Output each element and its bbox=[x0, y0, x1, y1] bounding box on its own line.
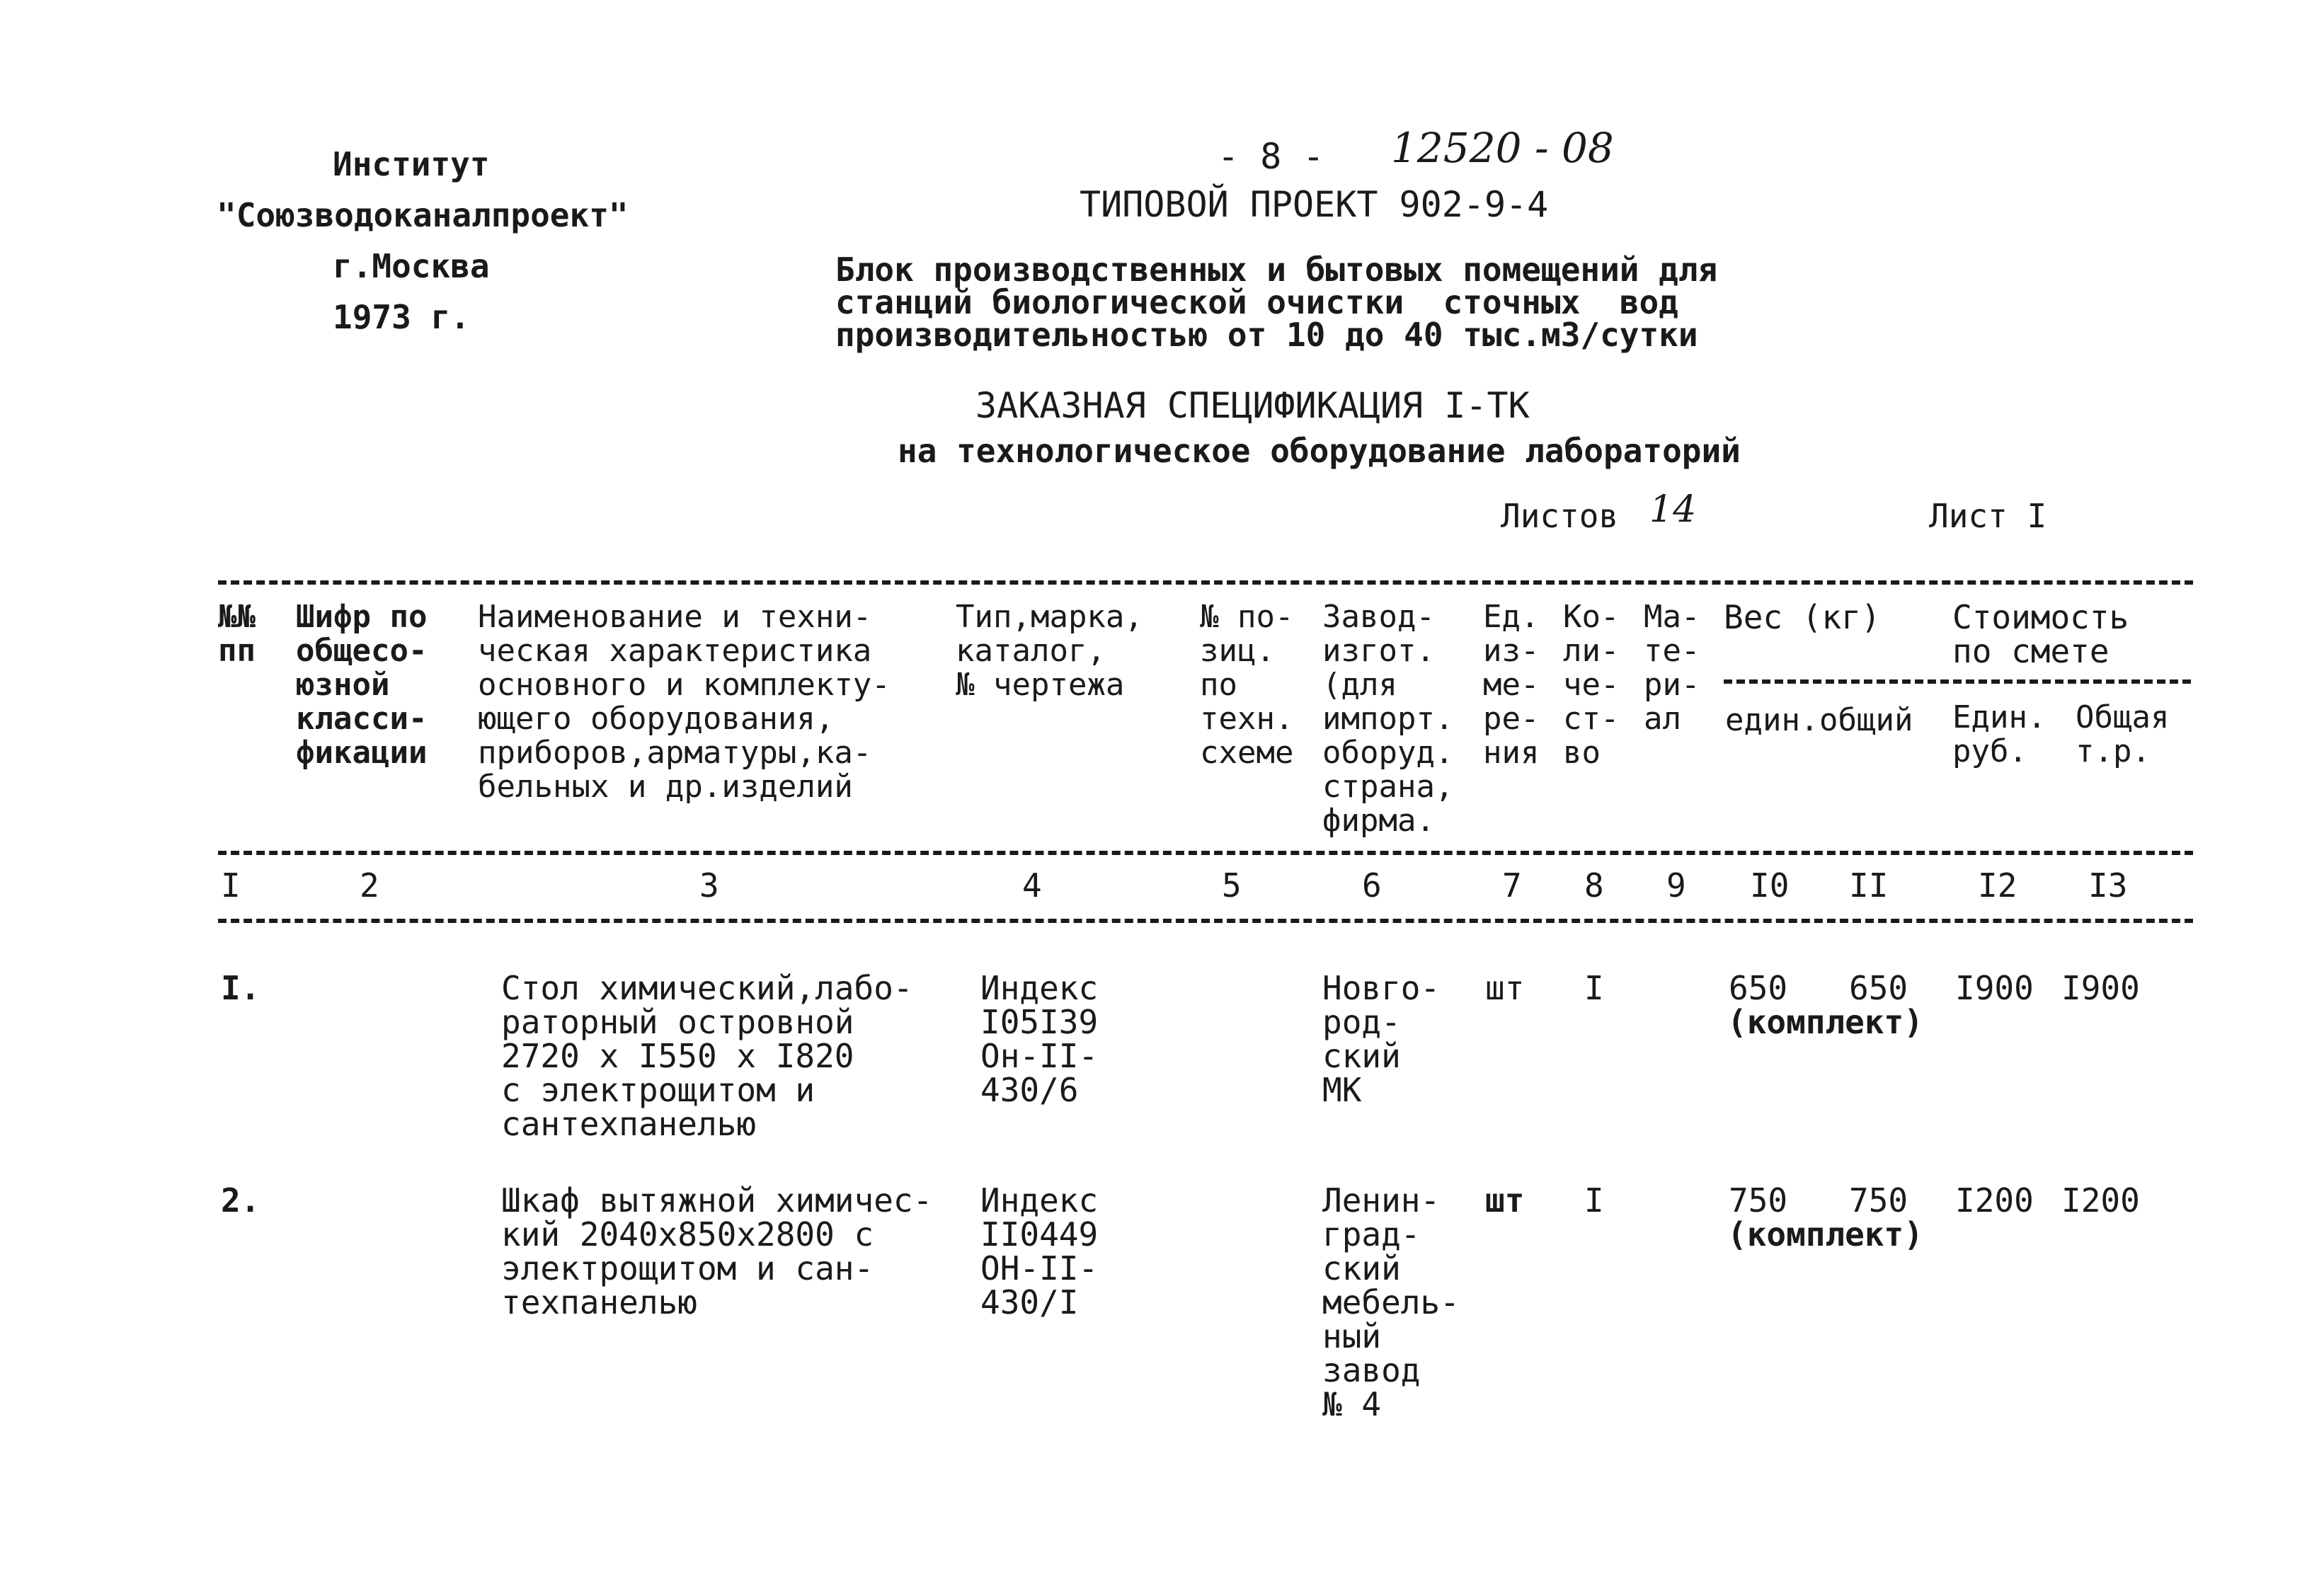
city: г.Москва bbox=[333, 247, 490, 285]
col-number-13: I3 bbox=[2088, 866, 2128, 905]
row-item-type: Индекс II0449 ОН-II- 430/I bbox=[980, 1181, 1099, 1321]
col-header-number: №№ пп bbox=[218, 599, 256, 669]
row-item-cost-unit: I900 bbox=[1955, 969, 2034, 1007]
col-header-unit: Ед. из- ме- ре- ния bbox=[1483, 599, 1540, 771]
row-item-weight-note: (комплект) bbox=[1727, 1215, 1923, 1253]
institute-label: Институт bbox=[333, 145, 490, 183]
institute-name: "Союзводоканалпроект" bbox=[217, 196, 629, 234]
row-item-cost-total: I200 bbox=[2061, 1181, 2140, 1220]
row-item-cost-total: I900 bbox=[2061, 969, 2140, 1007]
row-item-unit: шт bbox=[1485, 1181, 1525, 1220]
row-number: I. bbox=[221, 969, 261, 1007]
row-item-name: Стол химический,лабо- раторный островной 2720 х I550 х I820 с электрощитом и сантехпанелью bbox=[501, 969, 913, 1143]
col-number-4: 4 bbox=[1022, 866, 1042, 905]
row-item-quantity: I bbox=[1584, 1181, 1604, 1220]
col-number-8: 8 bbox=[1584, 866, 1604, 905]
handwritten-code: 12520 - 08 bbox=[1391, 124, 1614, 172]
col-header-cost: Стоимость по смете bbox=[1952, 598, 2129, 670]
col-number-6: 6 bbox=[1362, 866, 1382, 905]
row-item-type: Индекс I05I39 Он-II- 430/6 bbox=[980, 969, 1099, 1109]
col-header-material: Ма- те- ри- ал bbox=[1644, 599, 1700, 737]
col-number-2: 2 bbox=[360, 866, 379, 905]
row-item-name: Шкаф вытяжной химичес- кий 2040х850х2800 с электрощитом и сан- техпанелью bbox=[501, 1181, 933, 1321]
col-number-7: 7 bbox=[1502, 866, 1522, 905]
weight-sub-total: общий bbox=[1819, 702, 1913, 738]
row-item-cost-unit: I200 bbox=[1955, 1181, 2034, 1220]
weight-sub-unit: един. bbox=[1725, 702, 1819, 738]
description-line-3: производительностью от 10 до 40 тыс.м3/сутки bbox=[835, 316, 1698, 354]
row-item-quantity: I bbox=[1584, 969, 1604, 1007]
col-header-quantity: Ко- ли- че- ст- во bbox=[1563, 599, 1620, 771]
cost-sub-total: Общая т.р. bbox=[2076, 699, 2170, 769]
year: 1973 г. bbox=[333, 298, 470, 336]
col-number-3: 3 bbox=[699, 866, 719, 905]
col-header-type: Тип,марка, каталог, № чертежа bbox=[956, 599, 1143, 703]
sheets-count: 14 bbox=[1649, 488, 1697, 531]
row-number: 2. bbox=[221, 1181, 261, 1220]
col-number-10: I0 bbox=[1750, 866, 1790, 905]
sheets-label: Листов bbox=[1501, 497, 1619, 535]
row-item-weight-unit: 650 bbox=[1729, 969, 1788, 1007]
row-item-weight-total: 650 bbox=[1849, 969, 1908, 1007]
page-number: - 8 - bbox=[1218, 136, 1324, 177]
row-item-unit: шт bbox=[1485, 969, 1525, 1007]
col-number-12: I2 bbox=[1978, 866, 2017, 905]
cost-sub-unit: Един. руб. bbox=[1952, 699, 2047, 769]
row-item-manufacturer: Ленин- град- ский мебель- ный завод № 4 bbox=[1322, 1181, 1460, 1423]
spec-title: ЗАКАЗНАЯ СПЕЦИФИКАЦИЯ I-ТК bbox=[975, 385, 1530, 426]
col-header-name: Наименование и техни- ческая характеристика основного и комплекту- ющего оборудования, приборов,арматуры,ка- бельных и др.изделий bbox=[478, 599, 891, 805]
row-item-weight-unit: 750 bbox=[1729, 1181, 1788, 1220]
project-title: ТИПОВОЙ ПРОЕКТ 902-9-4 bbox=[1080, 184, 1549, 225]
row-item-weight-total: 750 bbox=[1849, 1181, 1908, 1220]
col-header-weight: Вес (кг) bbox=[1724, 598, 1881, 636]
row-item-manufacturer: Новго- род- ский МК bbox=[1322, 969, 1441, 1109]
col-header-position: № по- зиц. по техн. схеме bbox=[1200, 599, 1294, 771]
numbers-top-rule bbox=[218, 851, 2193, 855]
col-number-5: 5 bbox=[1222, 866, 1242, 905]
col-number-9: 9 bbox=[1666, 866, 1686, 905]
subheader-rule bbox=[1724, 679, 2191, 684]
col-number-11: II bbox=[1849, 866, 1889, 905]
col-header-code: Шифр по общесо- юзной класси- фикации bbox=[296, 599, 428, 771]
row-item-weight-note: (комплект) bbox=[1727, 1003, 1923, 1041]
col-header-manufacturer: Завод- изгот. (для импорт. оборуд. страна, фирма. bbox=[1322, 599, 1454, 839]
description-line-2: станций биологической очистки сточных вод bbox=[835, 283, 1678, 321]
description-line-1: Блок производственных и бытовых помещений для bbox=[835, 251, 1718, 289]
numbers-bottom-rule bbox=[218, 919, 2193, 923]
sheet-number: Лист I bbox=[1929, 497, 2047, 535]
spec-subtitle: на технологическое оборудование лабораторий bbox=[898, 432, 1741, 470]
table-top-rule bbox=[218, 580, 2193, 585]
col-number-1: I bbox=[221, 866, 241, 905]
